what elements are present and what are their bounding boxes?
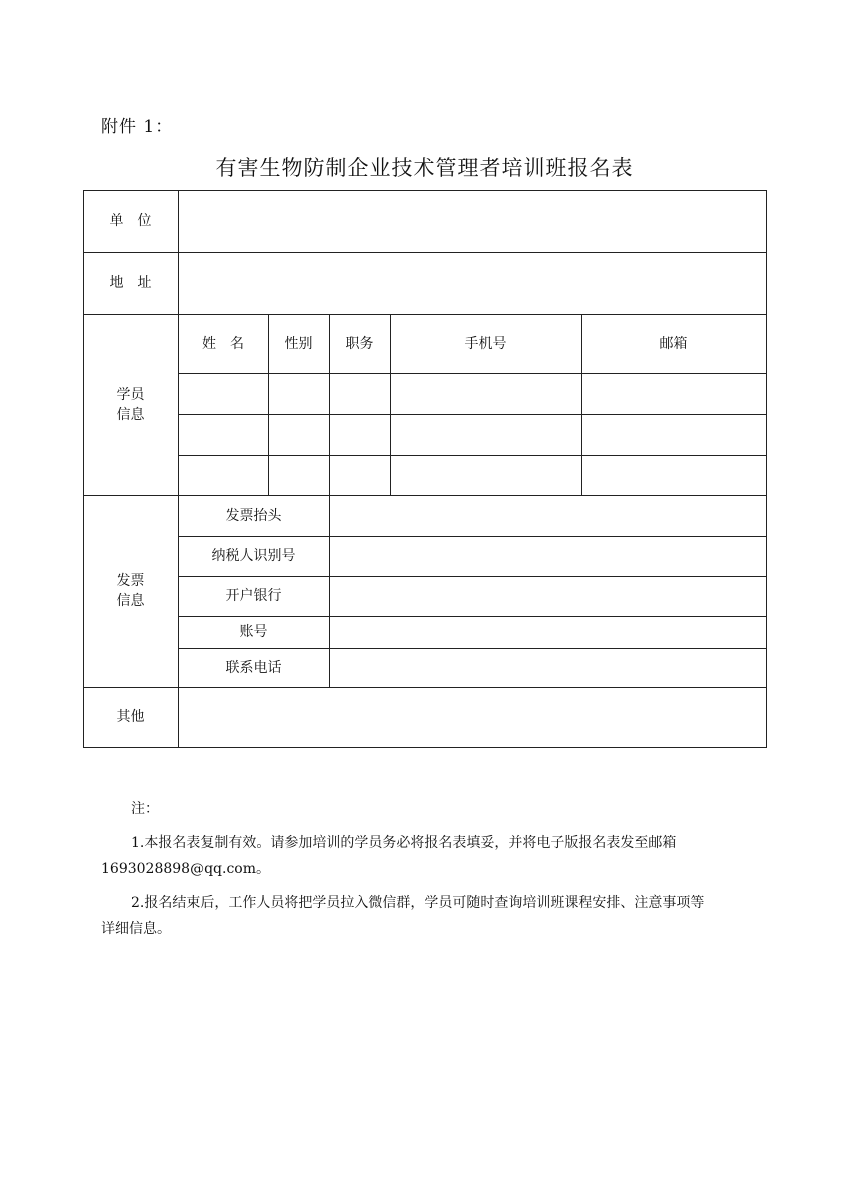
column-position: 职务 xyxy=(345,335,374,352)
student-label-line1: 学员 xyxy=(116,386,145,403)
student-info-label xyxy=(83,314,178,495)
unit-field[interactable] xyxy=(178,190,766,252)
address-field[interactable] xyxy=(178,252,766,314)
note-2-line2: 详细信息。 xyxy=(101,921,171,937)
form-title: 有害生物防制企业技术管理者培训班报名表 xyxy=(215,156,634,180)
contact-phone-label: 联系电话 xyxy=(225,659,282,676)
account-label: 账号 xyxy=(239,624,268,640)
note-1-line2: 1693028898@qq.com。 xyxy=(101,861,270,877)
invoice-label-line2: 信息 xyxy=(116,593,145,609)
note-1-line1: 1.本报名表复制有效。请参加培训的学员务必将报名表填妥，并将电子版报名表发至邮箱 xyxy=(131,835,677,851)
column-phone: 手机号 xyxy=(464,335,507,352)
note-2-line1: 2.报名结束后，工作人员将把学员拉入微信群，学员可随时查询培训班课程安排、注意事项等 xyxy=(131,895,705,911)
student-label-line2: 信息 xyxy=(116,406,145,423)
other-label: 其他 xyxy=(116,709,145,725)
address-label: 地 址 xyxy=(109,275,152,291)
invoice-title-label: 发票抬头 xyxy=(225,507,282,524)
attachment-label: 附件 1： xyxy=(101,117,174,137)
taxpayer-id-label: 纳税人识别号 xyxy=(211,548,296,564)
invoice-label-line1: 发票 xyxy=(116,573,145,589)
column-email: 邮箱 xyxy=(659,335,688,352)
unit-label: 单 位 xyxy=(109,213,152,229)
notes-section xyxy=(101,796,751,822)
note-item-1 xyxy=(101,830,751,882)
other-field[interactable] xyxy=(178,687,766,747)
bank-label: 开户银行 xyxy=(225,588,282,604)
column-name: 姓 名 xyxy=(202,335,244,352)
column-gender: 性别 xyxy=(284,335,313,352)
note-item-2 xyxy=(101,890,751,942)
invoice-info-label xyxy=(83,495,178,687)
notes-heading: 注： xyxy=(131,801,159,817)
